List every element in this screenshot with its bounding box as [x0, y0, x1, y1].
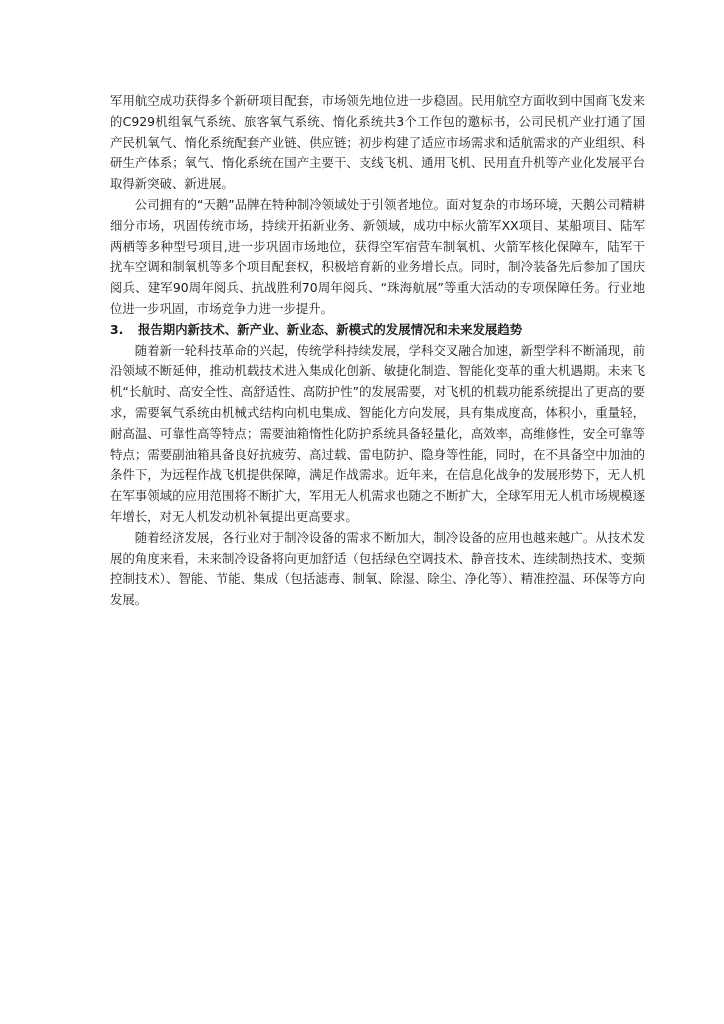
section-title: 报告期内新技术、新产业、新业态、新模式的发展情况和未来发展趋势 [138, 321, 523, 337]
section-number: 3. [110, 321, 124, 337]
body-paragraph: 随着经济发展，各行业对于制冷设备的需求不断加大，制冷设备的应用也越来越广。从技术发展的角度来看，未来制冷设备将向更加舒适（包括绿色空调技术、静音技术、连续制热技术、变频控制技术）、智能、节能、集成（包括滤毒、制氧、除湿、除尘、净化等）、精准控温、环保等方向发展。 [110, 529, 645, 608]
body-paragraph: 公司拥有的“天鹅”品牌在特种制冷领域处于引领者地位。面对复杂的市场环境，天鹅公司精耕细分市场，巩固传统市场，持续开拓新业务、新领域，成功中标火箭军XX项目、某船项目、陆军两栖等多种型号项目,进一步巩固市场地位，获得空军宿营车制氧机、火箭军核化保障车，陆军干扰车空调和制氧机等多个项目配套权，积极培育新的业务增长点。同时，制冷装备先后参加了国庆阅兵、建军90周年阅兵、抗战胜利70周年阅兵、“珠海航展”等重大活动的专项保障任务。行业地位进一步巩固，市场竞争力进一步提升。 [110, 196, 645, 316]
body-paragraph: 军用航空成功获得多个新研项目配套，市场领先地位进一步稳固。民用航空方面收到中国商飞发来的C929机组氧气系统、旅客氧气系统、惰化系统共3个工作包的邀标书，公司民机产业打通了国产民机氧气、惰化系统配套产业链、供应链；初步构建了适应市场需求和适航需求的产业组织、科研生产体系；氧气、惰化系统在国产主要干、支线飞机、通用飞机、民用直升机等产业化发展平台取得新突破、新进展。 [110, 93, 645, 192]
document-body [110, 91, 645, 611]
body-paragraph: 随着新一轮科技革命的兴起，传统学科持续发展，学科交叉融合加速，新型学科不断涌现，前沿领域不断延伸，推动机载技术进入集成化创新、敏捷化制造、智能化变革的重大机遇期。未来飞机“长航时、高安全性、高舒适性、高防护性”的发展需要，对飞机的机载功能系统提出了更高的要求，需要氧气系统由机械式结构向机电集成、智能化方向发展，具有集成度高，体积小，重量轻，耐高温、可靠性高等特点；需要油箱惰性化防护系统具备轻量化，高效率，高维修性，安全可靠等特点；需要副油箱具备良好抗疲劳、高过载、雷电防护、隐身等性能，同时，在不具备空中加油的条件下，为远程作战飞机提供保障，满足作战需求。近年来，在信息化战争的发展形势下，无人机在军事领域的应用范围将不断扩大，军用无人机需求也随之不断扩大，全球军用无人机市场规模逐年增长，对无人机发动机补氧提出更高要求。 [110, 342, 645, 524]
section-heading [110, 320, 645, 341]
